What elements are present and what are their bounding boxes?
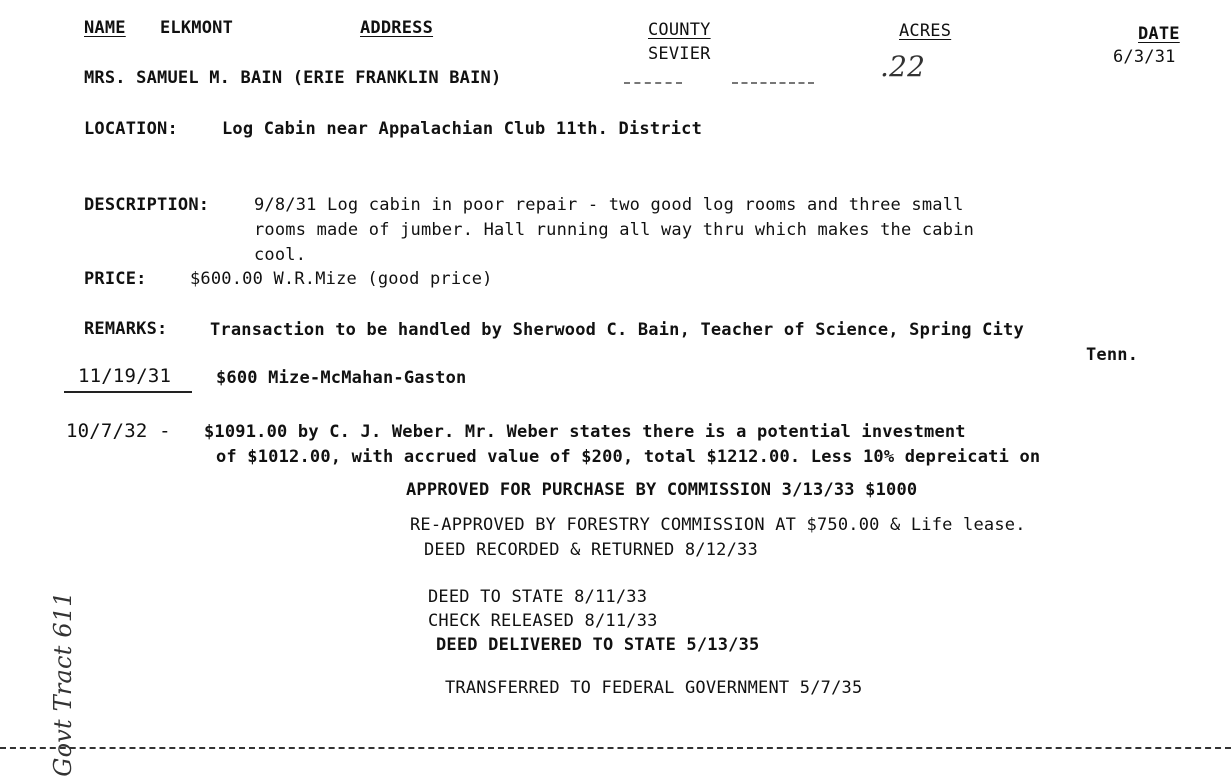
- name-value: ELKMONT: [160, 18, 234, 38]
- entry-text: $600 Mize-McMahan-Gaston: [216, 368, 467, 388]
- approval-line: CHECK RELEASED 8/11/33: [428, 611, 658, 631]
- remarks-line: Tenn.: [1086, 345, 1139, 365]
- acres-label: ACRES: [899, 21, 952, 41]
- approval-line: DEED RECORDED & RETURNED 8/12/33: [424, 540, 758, 560]
- date-label: DATE: [1138, 24, 1180, 44]
- county-value: SEVIER: [648, 44, 711, 64]
- description-label: DESCRIPTION:: [84, 195, 210, 215]
- approval-line: DEED DELIVERED TO STATE 5/13/35: [436, 635, 760, 655]
- smudge-mark: [624, 82, 682, 84]
- date-value: 6/3/31: [1113, 47, 1176, 67]
- remarks-line: Transaction to be handled by Sherwood C. Bain, Teacher of Science, Spring City: [210, 320, 1024, 340]
- remarks-label: REMARKS:: [84, 319, 168, 339]
- bottom-dashed-rule: [0, 747, 1231, 749]
- approval-line: APPROVED FOR PURCHASE BY COMMISSION 3/13/33 $1000: [406, 480, 918, 500]
- entry-date: 10/7/32 -: [66, 420, 171, 442]
- location-label: LOCATION:: [84, 119, 178, 139]
- owner-name: MRS. SAMUEL M. BAIN (ERIE FRANKLIN BAIN): [84, 68, 502, 88]
- price-value: $600.00 W.R.Mize (good price): [190, 269, 493, 289]
- approval-line: RE-APPROVED BY FORESTRY COMMISSION AT $750.00 & Life lease.: [410, 515, 1026, 535]
- description-line: cool.: [254, 245, 307, 265]
- location-value: Log Cabin near Appalachian Club 11th. District: [222, 119, 703, 139]
- description-line: 9/8/31 Log cabin in poor repair - two good log rooms and three small: [254, 195, 964, 215]
- smudge-mark: [732, 82, 814, 84]
- entry-date: 11/19/31: [78, 365, 172, 387]
- description-line: rooms made of jumber. Hall running all way thru which makes the cabin: [254, 220, 975, 240]
- approval-line: TRANSFERRED TO FEDERAL GOVERNMENT 5/7/35: [445, 678, 863, 698]
- county-label: COUNTY: [648, 20, 711, 40]
- acres-value: .22: [880, 50, 926, 83]
- price-label: PRICE:: [84, 269, 147, 289]
- address-label: ADDRESS: [360, 18, 434, 38]
- entry-line: $1091.00 by C. J. Weber. Mr. Weber states there is a potential investment: [204, 422, 966, 442]
- entry-line: of $1012.00, with accrued value of $200, total $1212.00. Less 10% depreicati on: [216, 447, 1041, 467]
- approval-line: DEED TO STATE 8/11/33: [428, 587, 648, 607]
- name-label: NAME: [84, 18, 126, 38]
- margin-note: Govt Tract 611: [48, 591, 77, 777]
- entry-underline: [64, 391, 192, 393]
